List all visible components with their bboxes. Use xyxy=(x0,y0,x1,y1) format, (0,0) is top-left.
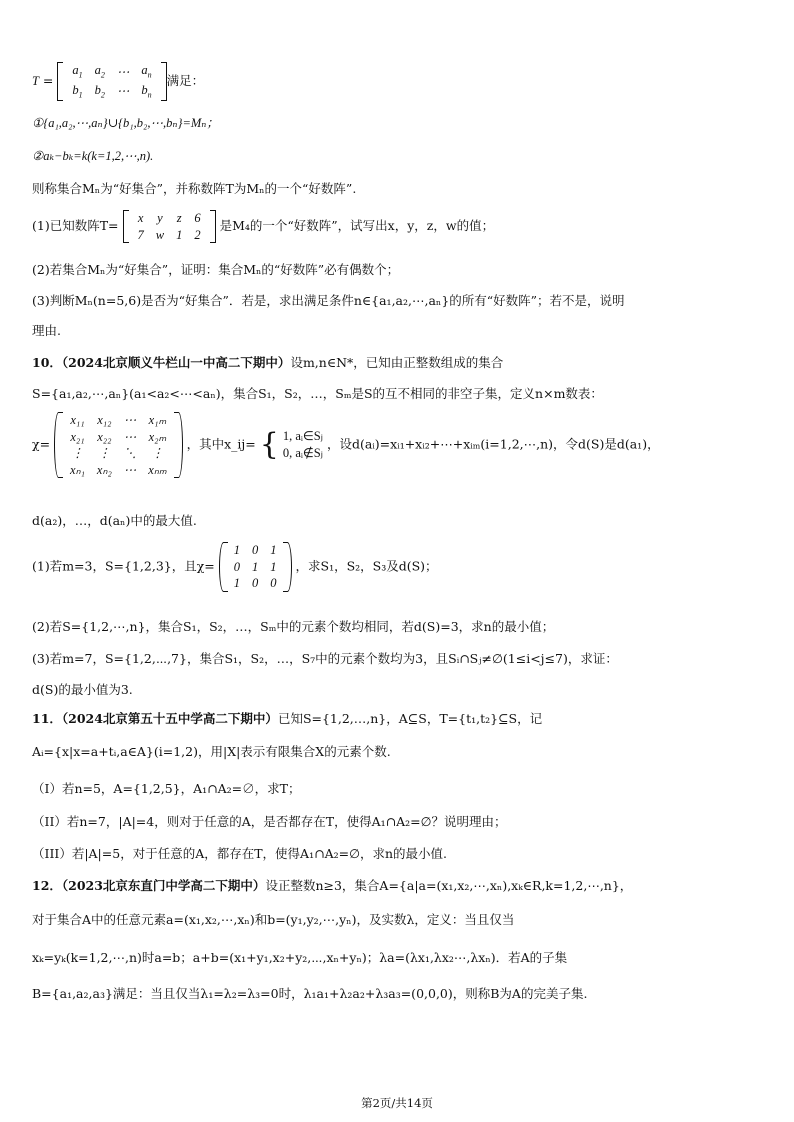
chi-matrix-cell: xₙₘ xyxy=(148,462,167,477)
chi-matrix-cell: ⋮ xyxy=(98,446,111,460)
chi-matrix-cell: x₁₂ xyxy=(97,413,112,427)
chi-matrix-cell: ⋱ xyxy=(123,446,137,460)
problem9-q1 xyxy=(32,210,494,243)
problem10-chi-line: χ= x₁₁ x₁₂ ⋯ x₁ₘ x₂₁ x₂₂ ⋯ x₂ₘ ⋮ ⋮ ⋱ ⋮ xₙ₁ xₙ₂ ⋯ xₙₘ ，其中x_ij= { 1, aᵢ∈Sⱼ 0, aᵢ∉Sⱼ ，设d(aᵢ)=xᵢ₁+xᵢ₂+⋯+xᵢₘ(i=1,2,⋯,n)，令d(S)是d(a₁)， xyxy=(32,413,660,477)
xij-cases xyxy=(283,428,323,463)
chi-matrix-cell: x₁ₘ xyxy=(148,413,167,427)
problem9-q2: (2)若集合Mₙ为“好集合”，证明：集合Mₙ的“好数阵”必有偶数个； xyxy=(32,262,400,277)
problem12-line3: xₖ=yₖ(k=1,2,⋯,n)时a=b；a+b=(x₁+y₁,x₂+y₂,⋯,xₙ+yₙ)；λa=(λx₁,λx₂⋯,λxₙ)．若A的子集 xyxy=(32,950,568,965)
problem11-line2: Aᵢ={x|x=a+tᵢ,a∈A}(i=1,2)，用|X|表示有限集合X的元素个数. xyxy=(32,744,391,759)
q1-chi-matrix-cell: 1 xyxy=(233,576,241,590)
problem10-line4: d(a₂)，…，d(aₙ)中的最大值. xyxy=(32,513,197,528)
xij-definition-label: ，其中x_ij= xyxy=(186,436,256,452)
case-1: 1, aᵢ∈Sⱼ xyxy=(282,428,323,443)
problem10-intro: 设m,n∈N*，已知由正整数组成的集合 xyxy=(290,355,504,370)
problem11-intro: 已知S={1,2,…,n}，A⊆S，T={t₁,t₂}⊆S，记 xyxy=(277,711,543,726)
q1-matrix-cell: z xyxy=(176,211,182,225)
q1-prefix: (1)已知数阵T= xyxy=(32,218,119,233)
q1-matrix-cell: 6 xyxy=(194,211,201,225)
chi-matrix-cell: ⋯ xyxy=(123,413,137,427)
d-definition: ，设d(aᵢ)=xᵢ₁+xᵢ₂+⋯+xᵢₘ(i=1,2,⋯,n)，令d(S)是d(a₁)， xyxy=(326,436,660,452)
page-number: 第2页/共14页 xyxy=(361,1096,433,1110)
q1-chi-matrix xyxy=(219,542,292,592)
chi-matrix-cell: ⋯ xyxy=(123,462,137,477)
chi-matrix-cell: x₁₁ xyxy=(70,413,85,427)
chi-matrix-cell: ⋮ xyxy=(151,446,164,460)
chi-matrix-cell: x₂ₘ xyxy=(148,429,167,444)
problem12-header xyxy=(32,880,632,893)
problem11-header xyxy=(32,713,542,726)
chi-matrix xyxy=(54,412,183,478)
q1-suffix: 是M₄的一个“好数阵”，试写出x，y，z，w的值； xyxy=(219,218,495,233)
problem10-q3-line2: d(S)的最小值为3. xyxy=(32,682,133,697)
problem11-source: 11．（2024北京第五十五中学高二下期中） xyxy=(32,711,278,726)
problem11-q2: （II）若n=7，|A|=4，则对于任意的A，是否都存在T，使得A₁∩A₂=∅？说明理由； xyxy=(32,814,507,829)
problem9-t-line: T = $a_1$ $a_2$ ⋯ $a_n$ $b_1$ $b_2$ ⋯ $b_n$ 满足： xyxy=(32,63,205,99)
problem10-header xyxy=(32,357,503,370)
q1-prefix: (1)若m=3，S={1,2,3}，且χ= xyxy=(32,558,215,574)
chi-matrix-cell: x₂₂ xyxy=(97,429,112,444)
q1-matrix-cell: y xyxy=(157,211,163,225)
problem12-line4: B={a₁,a₂,a₃}满足：当且仅当λ₁=λ₂=λ₃=0时，λ₁a₁+λ₂a₂+λ₃a₃=(0,0,0)，则称B为A的完美子集. xyxy=(32,986,588,1001)
condition-2: ②aₖ−bₖ=k(k=1,2,⋯,n). xyxy=(32,149,154,163)
q1-matrix-cell: x xyxy=(137,211,144,225)
problem12-source: 12．（2023北京东直门中学高二下期中） xyxy=(32,878,266,893)
problem11-q1: （I）若n=5，A={1,2,5}，A₁∩A₂=∅，求T； xyxy=(32,781,301,796)
q1-chi-matrix-cell: 0 xyxy=(233,559,241,574)
q1-matrix-cell: 1 xyxy=(176,227,183,242)
good-set-definition: 则称集合Mₙ为“好集合”，并称数阵T为Mₙ的一个“好数阵”. xyxy=(32,181,357,196)
q1-chi-matrix-cell: 0 xyxy=(252,576,259,590)
problem9-q3-line1: (3)判断Mₙ(n=5,6)是否为“好集合”．若是，求出满足条件n∈{a₁,a₂,⋯,aₙ}的所有“好数阵”；若不是，说明 xyxy=(32,293,625,308)
problem10-q1 xyxy=(32,542,438,592)
t-matrix: $a_1$ $a_2$ ⋯ $a_n$ $b_1$ $b_2$ ⋯ $b_n$ xyxy=(57,62,166,101)
chi-matrix-cell: x₂₁ xyxy=(70,429,85,444)
problem12-intro: 设正整数n≥3，集合A={a|a=(x₁,x₂,⋯,xₙ),xₖ∈R,k=1,2,⋯,n}， xyxy=(265,878,633,893)
q1-matrix-cell: 7 xyxy=(137,227,144,242)
problem12-line2: 对于集合A中的任意元素a=(x₁,x₂,⋯,xₙ)和b=(y₁,y₂,⋯,yₙ)，及实数λ，定义：当且仅当 xyxy=(32,912,515,927)
chi-matrix-cell: ⋮ xyxy=(71,446,84,460)
q1-chi-matrix-cell: 1 xyxy=(270,543,277,557)
problem9-q3-line2: 理由. xyxy=(32,323,61,338)
problem10-source: 10．（2024北京顺义牛栏山一中高二下期中） xyxy=(32,355,291,370)
condition-1: ①{a₁,a₂,⋯,aₙ}∪{b₁,b₂,⋯,bₙ}=Mₙ； xyxy=(32,116,219,130)
chi-matrix-cell: xₙ₂ xyxy=(96,462,112,477)
chi-label: χ= xyxy=(32,436,51,452)
problem10-q3-line1: (3)若m=7，S={1,2,⋯,7}，集合S₁，S₂，…，S₇中的元素个数均为3，且Sᵢ∩Sⱼ≠∅(1≤i<j≤7)，求证： xyxy=(32,651,618,666)
q1-chi-matrix-cell: 1 xyxy=(233,543,241,557)
q1-chi-matrix-cell: 0 xyxy=(252,543,259,557)
problem10-q2: (2)若S={1,2,⋯,n}，集合S₁，S₂，…，Sₘ中的元素个数均相同，若d(S)=3，求n的最小值； xyxy=(32,619,555,634)
problem10-line2: S={a₁,a₂,⋯,aₙ}(a₁<a₂<⋯<aₙ)，集合S₁，S₂，…，Sₘ是S的互不相同的非空子集，定义n×m数表： xyxy=(32,386,603,401)
q1-chi-matrix-cell: 0 xyxy=(270,576,277,590)
problem11-q3: （III）若|A|=5，对于任意的A，都存在T，使得A₁∩A₂=∅，求n的最小值. xyxy=(32,846,447,861)
q1-matrix-cell: 2 xyxy=(194,227,201,242)
chi-matrix-cell: xₙ₁ xyxy=(70,462,85,477)
case-2: 0, aᵢ∉Sⱼ xyxy=(282,446,323,460)
q1-chi-matrix-cell: 1 xyxy=(252,559,259,574)
q1-chi-matrix-cell: 1 xyxy=(270,559,277,574)
chi-matrix-cell: ⋯ xyxy=(123,429,137,444)
q1-matrix xyxy=(123,210,216,243)
q1-suffix: ，求S₁，S₂，S₃及d(S)； xyxy=(295,558,438,574)
t-suffix: 满足： xyxy=(166,73,205,88)
q1-matrix-cell: w xyxy=(155,227,165,242)
